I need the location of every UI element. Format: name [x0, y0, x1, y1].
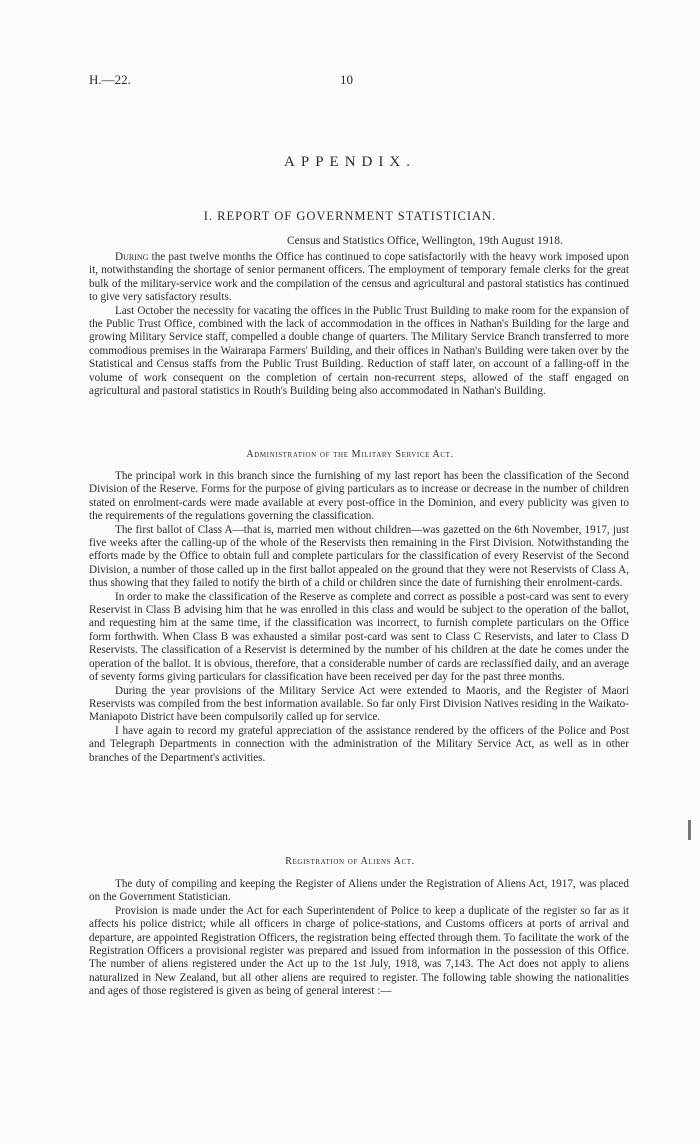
military-paragraph: During the year provisions of the Military Service Act were extended to Maoris, and the Register of Maori Reservists was compiled from the best information available. So far only First Division Natives residing in the Waikato-Maniapoto District have been compulsorily called up for service.	[89, 684, 629, 724]
military-paragraph: In order to make the classification of the Reserve as complete and correct as possible a post-card was sent to every Reservist in Class B advising him that he was enrolled in this class and would be subject to the operation of the ballot, and requesting him at the same time, if the classification was incorrect, to furnish complete particulars on the Office form forthwith. When Class B was exhausted a similar post-card was sent to Class C Reservists, and later to Class D Reservists. The classification of a Reservist is determined by the number of his children at the date he comes under the operation of the ballot. It is obvious, therefore, that a considerable number of cards are reclassified daily, and an average of seventy forms giving particulars for classification have been received per day for the past three months.	[89, 590, 629, 684]
dateline: Census and Statistics Office, Wellington, 19th August 1918.	[287, 235, 563, 247]
aliens-section	[89, 878, 629, 999]
page-reference: H.—22.	[89, 72, 131, 87]
page-number: 10	[340, 72, 353, 87]
military-section	[89, 470, 629, 765]
report-title: I. REPORT OF GOVERNMENT STATISTICIAN.	[203, 209, 497, 223]
military-paragraph: The principal work in this branch since the furnishing of my last report has been the classification of the Second Division of the Reserve. Forms for the purpose of giving particulars as to increase or decrease in the number of children stated on enrolment-cards were made available at every post-office in the Dominion, and every publicity was given to the requirements of the regulations governing the classification.	[89, 470, 629, 523]
intro-paragraph-2: Last October the necessity for vacating the offices in the Public Trust Building to make room for the expansion of the Public Trust Office, combined with the lack of accommodation in the offices in Nathan's Building for the large and growing Military Service staff, compelled a double change of quarters. The Military Service Branch transferred to more commodious premises in the Wairarapa Farmers' Building, and their offices in Nathan's Building were taken over by the Statistical and Census staffs from the Public Trust Building. Reduction of staff later, on account of a falling-off in the volume of work consequent on the completion of certain non-recurrent steps, allowed of the staff engaged on agricultural and pastoral statistics in Routh's Building being also accommodated in Nathan's Building.	[89, 304, 629, 398]
scan-edge-mark	[688, 820, 691, 840]
military-paragraph: The first ballot of Class A—that is, married men without children—was gazetted on the 6th November, 1917, just five weeks after the calling-up of the whole of the Reservists then remaining in the First Division. Notwithstanding the efforts made by the Office to obtain full and complete particulars for the classification of every Reservist of the Second Division, a number of those called up in the first ballot appealed on the ground that they were not Reservists of Class A, thus showing that they failed to notify the birth of a child or children since the date of furnishing their enrolment-cards.	[89, 523, 629, 590]
appendix-title: APPENDIX.	[284, 154, 416, 170]
intro-paragraph-1	[89, 251, 629, 305]
intro-section	[89, 251, 629, 398]
military-heading: Administration of the Military Service Act.	[246, 449, 454, 460]
first-word: During	[115, 251, 149, 263]
intro-paragraph-1-text: the past twelve months the Office has continued to cope satisfactorily with the heavy work imposed upon it, notwithstanding the shortage of senior permanent officers. The employment of temporary female clerks for the great bulk of the military-service work and the compilation of the census and agricultural and pastoral statistics has continued to give very satisfactory results.	[89, 251, 629, 304]
aliens-paragraph: The duty of compiling and keeping the Register of Aliens under the Registration of Aliens Act, 1917, was placed on the Government Statistician.	[89, 878, 629, 904]
aliens-heading: Registration of Aliens Act.	[285, 856, 415, 867]
aliens-paragraph: Provision is made under the Act for each Superintendent of Police to keep a duplicate of the register so far as it affects his police district; while all officers in charge of police-stations, and Customs officers at ports of arrival and departure, are appointed Registration Officers, the registration being effected through them. To facilitate the work of the Registration Officers a provisional register was prepared and issued from information in the possession of this Office. The number of aliens registered under the Act up to the 1st July, 1918, was 7,143. The Act does not apply to aliens naturalized in New Zealand, but all other aliens are required to register. The following table showing the nationalities and ages of those registered is given as being of general interest :—	[89, 904, 629, 998]
military-paragraph: I have again to record my grateful appreciation of the assistance rendered by the officers of the Police and Post and Telegraph Departments in connection with the administration of the Military Service Act, as well as in other branches of the Department's activities.	[89, 724, 629, 764]
